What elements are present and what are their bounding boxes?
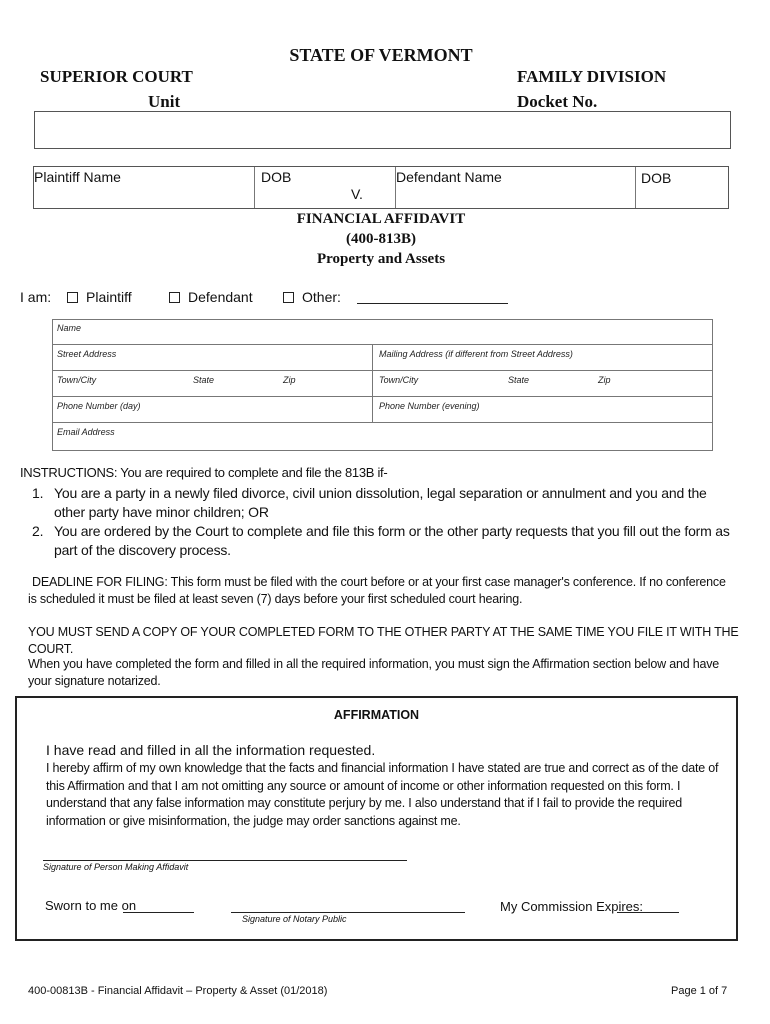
mailing-zip-field[interactable]: Zip [598,375,611,385]
instruction-1-number: 1. [32,485,44,501]
other-option[interactable]: Other: [283,289,341,305]
form-title: FINANCIAL AFFIDAVIT [296,211,466,227]
notary-label: Signature of Notary Public [242,914,347,924]
notarize-text: When you have completed the form and filled in all the required information, you must sign the Affirmation section below and have your signature notarized. [28,657,720,688]
contact-info-box [52,319,713,451]
instructions-heading: INSTRUCTIONS: You are required to complete and file the 813B if- [20,465,388,480]
signature-label: Signature of Person Making Affidavit [43,862,189,872]
email-field[interactable]: Email Address [57,427,115,437]
footer-form-id: 400-00813B - Financial Affidavit – Property & Asset (01/2018) [28,985,328,997]
affirmation-box [15,696,738,941]
affirmation-body: I hereby affirm of my own knowledge that the facts and financial information I have stated are true and correct as of the date of this Affirmation and that I am not omitting any source or amount of income or other information requested on this form. I understand that any false information may constitute perjury by me. I also understand that if I fail to provide the required information or give misinformation, the judge may order sanctions against me. [46,761,719,828]
versus-label: V. [351,186,363,202]
phone-day-field[interactable]: Phone Number (day) [57,401,141,411]
state-field[interactable]: State [193,375,215,385]
other-checkbox[interactable] [283,292,294,303]
mailing-state-field[interactable]: State [508,375,530,385]
mailing-address-field[interactable]: Mailing Address (if different from Street Address) [379,349,573,359]
zip-field[interactable]: Zip [283,375,296,385]
defendant-name-field[interactable]: Defendant Name [396,169,502,185]
i-am-label: I am: [20,289,52,305]
docket-label: Docket No. [517,92,598,111]
commission-label: My Commission Expires: [500,899,644,914]
defendant-option[interactable]: Defendant [169,289,253,305]
plaintiff-checkbox[interactable] [67,292,78,303]
other-input-line[interactable] [357,303,508,304]
instruction-2: You are ordered by the Court to complete and file this form or the other party requests that you fill out the form as part of the discovery process. [54,523,730,558]
sworn-date-line[interactable] [123,912,194,913]
form-subtitle: Property and Assets [316,251,446,267]
instruction-2-number: 2. [32,523,44,539]
defendant-dob-field[interactable]: DOB [641,170,672,186]
unit-label: Unit [148,92,181,111]
division-name: FAMILY DIVISION [517,67,667,86]
unit-docket-field[interactable] [34,111,731,149]
name-field[interactable]: Name [57,323,82,333]
town-field[interactable]: Town/City [57,375,97,385]
phone-evening-field[interactable]: Phone Number (evening) [379,401,480,411]
sworn-label: Sworn to me on [45,898,137,913]
commission-date-line[interactable] [617,912,679,913]
plaintiff-option[interactable]: Plaintiff [67,289,132,305]
affirmation-title: AFFIRMATION [333,708,420,722]
copy-notice: YOU MUST SEND A COPY OF YOUR COMPLETED FORM TO THE OTHER PARTY AT THE SAME TIME YOU FILE IT WITH THE COURT. [28,625,739,656]
plaintiff-dob-field[interactable]: DOB [261,169,292,185]
affirmation-read: I have read and filled in all the information requested. [46,742,376,758]
signature-line[interactable] [43,860,407,861]
form-number: (400-813B) [346,231,416,247]
notary-signature-line[interactable] [231,912,465,913]
deadline-text: DEADLINE FOR FILING: This form must be filed with the court before or at your first case manager's conference. If no conference is scheduled it must be filed at least seven (7) days before your first scheduled court hearing. [28,575,726,606]
defendant-checkbox[interactable] [169,292,180,303]
instruction-1: You are a party in a newly filed divorce, civil union dissolution, legal separation or annulment and you and the other party have minor children; OR [54,485,707,520]
parties-box [33,166,729,209]
mailing-town-field[interactable]: Town/City [379,375,419,385]
plaintiff-name-field[interactable]: Plaintiff Name [34,169,121,185]
court-name: SUPERIOR COURT [40,67,193,86]
street-address-field[interactable]: Street Address [57,349,117,359]
state-title: STATE OF VERMONT [289,45,473,65]
page-number: Page 1 of 7 [671,985,728,997]
